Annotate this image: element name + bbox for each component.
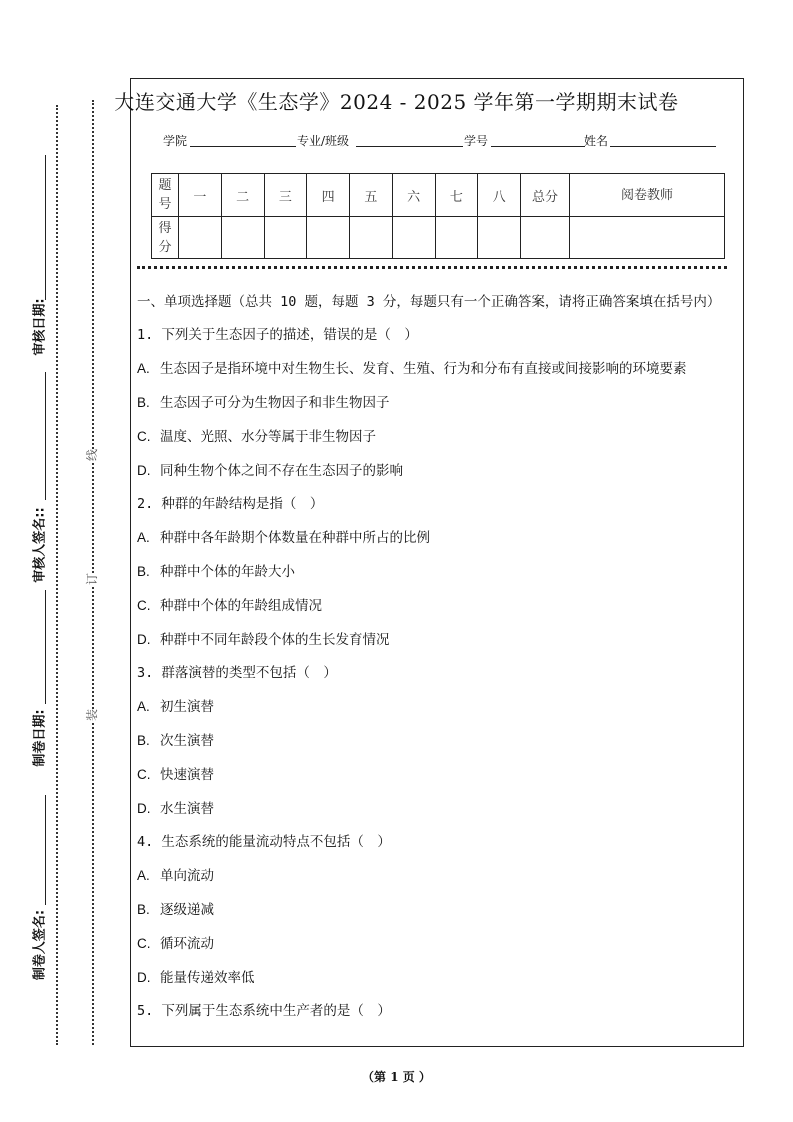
score-cell[interactable] <box>264 217 307 259</box>
name-field[interactable] <box>610 146 716 147</box>
signature-line <box>45 590 46 704</box>
col-header: 三 <box>264 174 307 217</box>
col-header: 六 <box>392 174 435 217</box>
option-key: B. <box>137 395 150 410</box>
answer-option[interactable] <box>137 595 739 617</box>
option-key: B. <box>137 733 150 748</box>
binding-dotted-line <box>56 105 58 1045</box>
option-text: 单向流动 <box>160 868 214 884</box>
option-text: 快速演替 <box>160 767 214 783</box>
option-key: D. <box>137 463 151 478</box>
option-key: B. <box>137 564 150 579</box>
page-number: （第 1 页 ） <box>362 1070 431 1084</box>
option-text: 初生演替 <box>160 699 214 715</box>
score-cell[interactable] <box>179 217 222 259</box>
option-text: 种群中不同年龄段个体的生长发育情况 <box>160 632 390 648</box>
score-cell[interactable] <box>392 217 435 259</box>
option-text: 温度、光照、水分等属于非生物因子 <box>160 429 376 445</box>
signature-line <box>45 795 46 905</box>
answer-option[interactable] <box>137 426 739 448</box>
option-key: C. <box>137 598 151 613</box>
college-label: 学院 <box>163 134 188 148</box>
col-header: 五 <box>350 174 393 217</box>
answer-option[interactable] <box>137 629 739 651</box>
college-field[interactable] <box>190 146 296 147</box>
option-text: 种群中个体的年龄组成情况 <box>160 598 322 614</box>
major-class-label: 专业/班级 <box>297 134 350 148</box>
option-text: 生态因子可分为生物因子和非生物因子 <box>160 395 390 411</box>
option-key: B. <box>137 902 150 917</box>
option-text: 同种生物个体之间不存在生态因子的影响 <box>160 463 403 479</box>
option-text: 水生演替 <box>160 801 214 817</box>
answer-option[interactable] <box>137 392 739 414</box>
reviewer-header: 阅卷教师 <box>570 174 725 217</box>
option-text: 逐级递减 <box>160 902 214 918</box>
question-stem: 2. 种群的年龄结构是指（ ） <box>137 496 324 512</box>
question-section <box>137 292 739 1034</box>
answer-option[interactable] <box>137 764 739 786</box>
answer-option[interactable] <box>137 561 739 583</box>
answer-option[interactable] <box>137 730 739 752</box>
answer-option[interactable] <box>137 967 739 989</box>
binding-glyph-staple: 订 <box>85 572 100 586</box>
answer-option[interactable] <box>137 899 739 921</box>
exam-title: 大连交通大学《生态学》2024 - 2025 学年第一学期期末试卷 <box>114 90 679 114</box>
signature-line <box>45 155 46 300</box>
option-text: 种群中各年龄期个体数量在种群中所占的比例 <box>160 530 430 546</box>
question-stem: 3. 群落演替的类型不包括（ ） <box>137 665 337 681</box>
score-cell[interactable] <box>521 217 570 259</box>
score-row-header: 得 分 <box>152 217 179 259</box>
signature-line <box>45 372 46 500</box>
answer-option[interactable] <box>137 798 739 820</box>
score-table <box>151 173 725 259</box>
question-stem: 5. 下列属于生态系统中生产者的是（ ） <box>137 1003 391 1019</box>
score-cell[interactable] <box>435 217 478 259</box>
option-key: C. <box>137 429 151 444</box>
paper-date-label: 制卷日期: <box>32 709 48 767</box>
option-text: 循环流动 <box>160 936 214 952</box>
col-header: 二 <box>221 174 264 217</box>
score-cell[interactable] <box>221 217 264 259</box>
option-text: 生态因子是指环境中对生物生长、发育、生殖、行为和分布有直接或间接影响的环境要素 <box>160 361 687 377</box>
question-stem: 4. 生态系统的能量流动特点不包括（ ） <box>137 834 391 850</box>
answer-option[interactable] <box>137 460 739 482</box>
col-header: 一 <box>179 174 222 217</box>
student-id-label: 学号 <box>464 134 489 148</box>
separator-dotted <box>137 266 727 269</box>
binding-glyph-bind: 装 <box>85 708 100 722</box>
major-class-field[interactable] <box>356 146 463 147</box>
answer-option[interactable] <box>137 933 739 955</box>
binding-glyph-line: 线 <box>85 448 100 462</box>
col-header: 四 <box>307 174 350 217</box>
answer-option[interactable] <box>137 527 739 549</box>
section-heading: 一、单项选择题（总共 10 题，每题 3 分，每题只有一个正确答案，请将正确答案填在括号内） <box>137 294 721 310</box>
answer-option[interactable] <box>137 358 739 380</box>
col-header: 八 <box>478 174 521 217</box>
name-label: 姓名 <box>584 134 609 148</box>
score-cell[interactable] <box>350 217 393 259</box>
question-stem: 1. 下列关于生态因子的描述，错误的是（ ） <box>137 327 418 343</box>
option-key: D. <box>137 801 151 816</box>
paper-maker-signature-label: 制卷人签名: <box>32 909 48 981</box>
option-text: 次生演替 <box>160 733 214 749</box>
score-cell[interactable] <box>307 217 350 259</box>
option-text: 种群中个体的年龄大小 <box>160 564 295 580</box>
student-id-field[interactable] <box>491 146 585 147</box>
total-header: 总分 <box>521 174 570 217</box>
option-key: A. <box>137 361 150 376</box>
option-key: C. <box>137 936 151 951</box>
review-date-label: 审核日期: <box>32 298 48 356</box>
answer-option[interactable] <box>137 865 739 887</box>
col-header: 七 <box>435 174 478 217</box>
score-cell[interactable] <box>570 217 725 259</box>
option-text: 能量传递效率低 <box>160 970 255 986</box>
score-cell[interactable] <box>478 217 521 259</box>
answer-option[interactable] <box>137 696 739 718</box>
option-key: A. <box>137 530 150 545</box>
option-key: C. <box>137 767 151 782</box>
option-key: D. <box>137 632 151 647</box>
question-number-header: 题 号 <box>152 174 179 217</box>
option-key: A. <box>137 868 150 883</box>
option-key: A. <box>137 699 150 714</box>
reviewer-signature-label: 审核人签名:: <box>32 507 48 583</box>
option-key: D. <box>137 970 151 985</box>
